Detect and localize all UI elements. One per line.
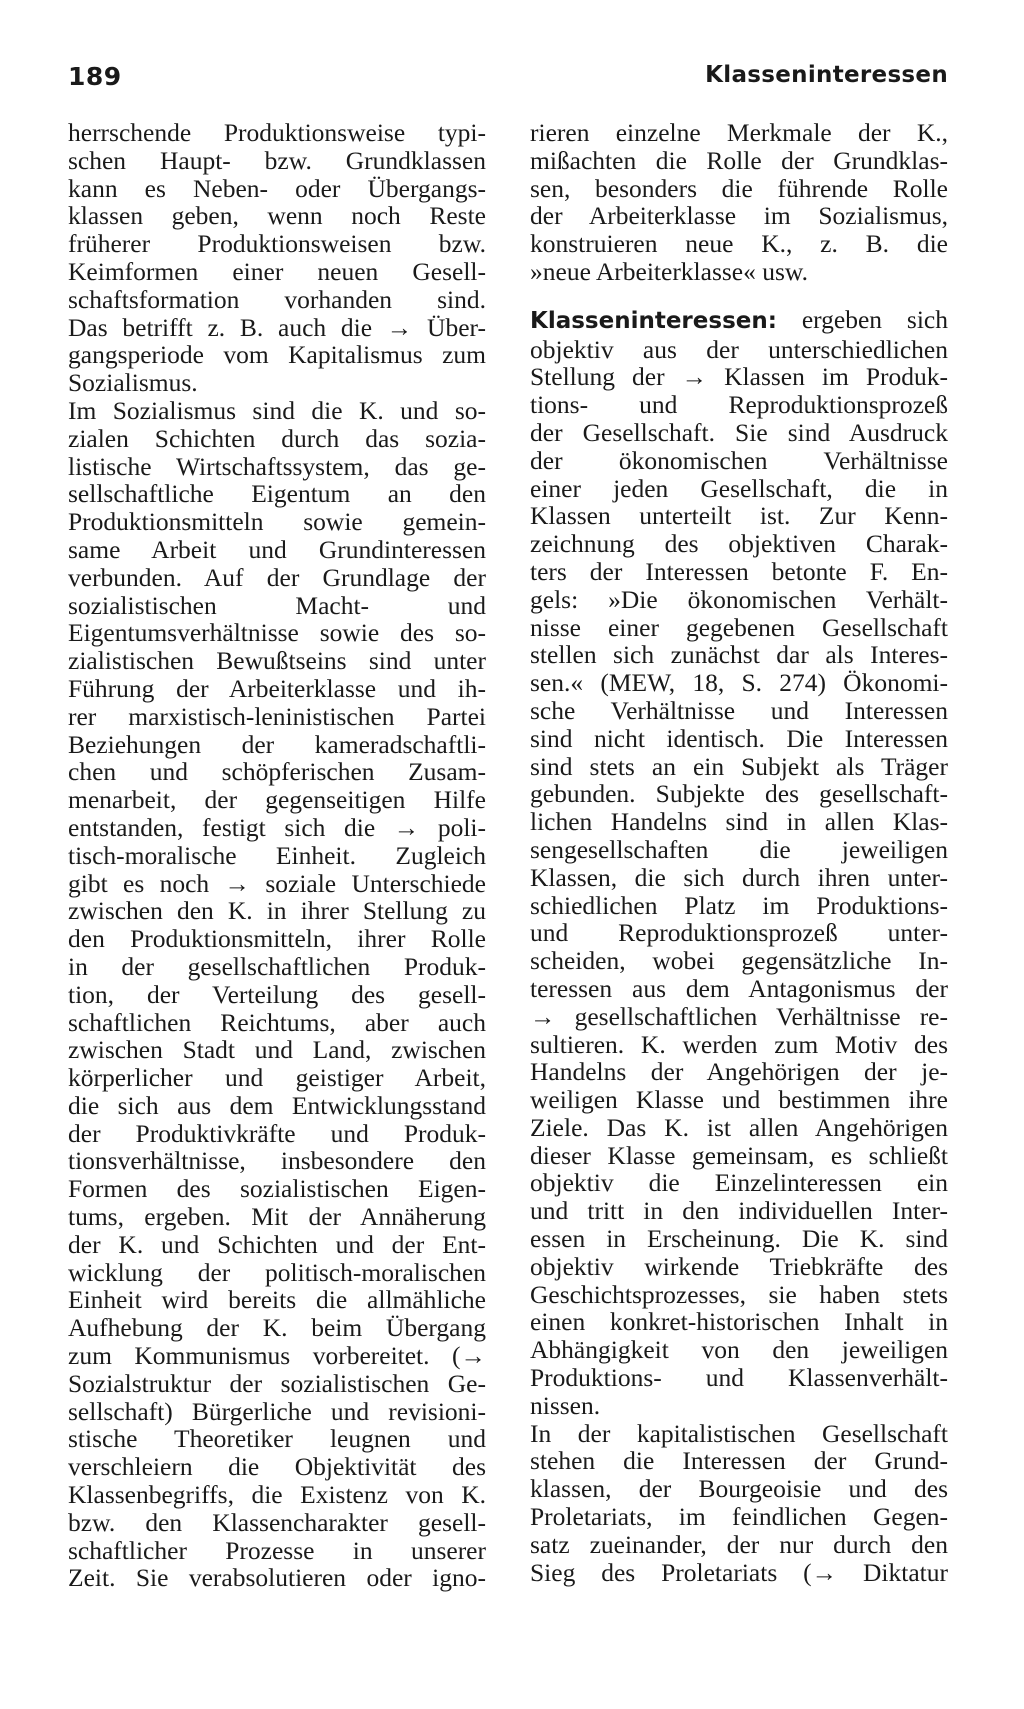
text-line: tums, ergeben. Mit der Annäherung — [68, 1202, 486, 1232]
text-line: Aufhebung der K. beim Übergang — [68, 1313, 486, 1343]
text-line: schen Haupt- bzw. Grundklassen — [68, 145, 486, 175]
text-line: sind nicht identisch. Die Interessen — [530, 723, 948, 753]
text-line: objektiv aus der unterschiedlichen — [530, 334, 948, 364]
text-line: Produktionsmitteln sowie gemein- — [68, 507, 486, 537]
text-line: körperlicher und geistiger Arbeit, — [68, 1063, 486, 1093]
entry-first-line — [530, 306, 948, 336]
text-line: menarbeit, der gegenseitigen Hilfe — [68, 785, 486, 815]
text-line: zeichnung des objektiven Charak- — [530, 529, 948, 559]
text-line: satz zueinander, der nur durch den — [530, 1529, 948, 1559]
text-line: schaftsformation vorhanden sind. — [68, 284, 486, 314]
text-line: bzw. den Klassencharakter gesell- — [68, 1507, 486, 1537]
text-line: dieser Klasse gemeinsam, es schließt — [530, 1140, 948, 1170]
text-line: stische Theoretiker leugnen und — [68, 1424, 486, 1454]
text-line: stehen die Interessen der Grund- — [530, 1446, 948, 1476]
text-line: Produktions- und Klassenverhält- — [530, 1363, 948, 1393]
text-line: entstanden, festigt sich die → poli- — [68, 812, 486, 842]
text-line: der Produktivkräfte und Produk- — [68, 1118, 486, 1148]
text-line: gibt es noch → soziale Unterschiede — [68, 868, 486, 898]
text-line: gebunden. Subjekte des gesellschaft- — [530, 779, 948, 809]
text-line: scheiden, wobei gegensätzliche In- — [530, 946, 948, 976]
entry-headword: Klasseninteressen: — [530, 307, 777, 334]
text-line: den Produktionsmitteln, ihrer Rolle — [68, 924, 486, 954]
text-line: Sozialstruktur der sozialistischen Ge- — [68, 1368, 486, 1398]
paragraph — [530, 119, 948, 286]
dictionary-entry — [530, 306, 948, 1420]
text-line: Zeit. Sie verabsolutieren oder igno- — [68, 1563, 486, 1593]
text-line: Führung der Arbeiterklasse und ih- — [68, 673, 486, 703]
text-line: schaftlicher Prozesse in unserer — [68, 1535, 486, 1565]
text-line: tionsverhältnisse, insbesondere den — [68, 1146, 486, 1176]
text-line: essen in Erscheinung. Die K. sind — [530, 1224, 948, 1254]
text-line: nisse einer gegebenen Gesellschaft — [530, 612, 948, 642]
text-line: lichen Handelns sind in allen Klas- — [530, 807, 948, 837]
text-line: sengesellschaften die jeweiligen — [530, 834, 948, 864]
text-line: Handelns der Angehörigen der je- — [530, 1057, 948, 1087]
text-line: kann es Neben- oder Übergangs- — [68, 173, 486, 203]
text-line: tion, der Verteilung des gesell- — [68, 979, 486, 1009]
text-line: früherer Produktionsweisen bzw. — [68, 229, 486, 259]
text-line: objektiv die Einzelinteressen ein — [530, 1168, 948, 1198]
text-line: sind stets an ein Subjekt als Träger — [530, 751, 948, 781]
text-line: zwischen Stadt und Land, zwischen — [68, 1035, 486, 1065]
left-column — [68, 119, 486, 1592]
text-line: konstruieren neue K., z. B. die — [530, 229, 948, 259]
text-line: der Gesellschaft. Sie sind Ausdruck — [530, 417, 948, 447]
paragraph — [68, 119, 486, 1592]
text-line: Das betrifft z. B. auch die → Über- — [68, 312, 486, 342]
text-line: In der kapitalistischen Gesellschaft — [530, 1418, 948, 1448]
text-line: Keimformen einer neuen Gesell- — [68, 256, 486, 286]
text-line: »neue Arbeiterklasse« usw. — [530, 256, 809, 286]
text-line: der Arbeiterklasse im Sozialismus, — [530, 201, 948, 231]
text-line: sche Verhältnisse und Interessen — [530, 695, 948, 725]
text-line: die sich aus dem Entwicklungsstand — [68, 1090, 486, 1120]
text-line: teressen aus dem Antagonismus der — [530, 973, 948, 1003]
text-line: rer marxistisch-leninistischen Partei — [68, 701, 486, 731]
text-line: Stellung der → Klassen im Produk- — [530, 362, 948, 392]
text-line: Im Sozialismus sind die K. und so- — [68, 395, 486, 425]
text-line: gels: »Die ökonomischen Verhält- — [530, 584, 948, 614]
text-line: weiligen Klasse und bestimmen ihre — [530, 1085, 948, 1115]
text-line: der ökonomischen Verhältnisse — [530, 445, 948, 475]
text-line: schiedlichen Platz im Produktions- — [530, 890, 948, 920]
text-line: Klassen, die sich durch ihren unter- — [530, 862, 948, 892]
text-line: Beziehungen der kameradschaftli- — [68, 729, 486, 759]
text-line: ters der Interessen betonte F. En- — [530, 556, 948, 586]
text-line: sellschaftliche Eigentum an den — [68, 479, 486, 509]
text-line: zialen Schichten durch das sozia- — [68, 423, 486, 453]
text-line: nissen. — [530, 1390, 601, 1420]
text-line: Formen des sozialistischen Eigen- — [68, 1174, 486, 1204]
text-line: rieren einzelne Merkmale der K., — [530, 118, 948, 147]
text-line: und tritt in den individuellen Inter- — [530, 1196, 948, 1226]
text-line: der K. und Schichten und der Ent- — [68, 1229, 486, 1259]
running-head: Klasseninteressen — [705, 62, 948, 88]
text-line: klassen geben, wenn noch Reste — [68, 201, 486, 231]
text-line: mißachten die Rolle der Grundklas- — [530, 145, 948, 175]
text-line: sultieren. K. werden zum Motiv des — [530, 1029, 948, 1059]
text-line: same Arbeit und Grundinteressen — [68, 534, 486, 564]
text-line: zialistischen Bewußtseins sind unter — [68, 646, 486, 676]
text-line: Sieg des Proletariats (→ Diktatur — [530, 1557, 948, 1587]
text-line: Proletariats, im feindlichen Gegen- — [530, 1502, 948, 1532]
text-line: Eigentumsverhältnisse sowie des so- — [68, 618, 486, 648]
page-number: 189 — [68, 62, 122, 91]
text-line: objektiv wirkende Triebkräfte des — [530, 1251, 948, 1281]
text-line: gangsperiode vom Kapitalismus zum — [68, 340, 486, 370]
right-column — [530, 119, 948, 1586]
text-line: → gesellschaftlichen Verhältnisse re- — [530, 1001, 948, 1031]
text-line: chen und schöpferischen Zusam- — [68, 757, 486, 787]
text-line: listische Wirtschaftssystem, das ge- — [68, 451, 486, 481]
text-line: zum Kommunismus vorbereitet. (→ — [68, 1341, 486, 1371]
text-line: zwischen den K. in ihrer Stellung zu — [68, 896, 486, 926]
text-line: herrschende Produktionsweise typi- — [68, 118, 486, 147]
text-line: klassen, der Bourgeoisie und des — [530, 1474, 948, 1504]
text-line: Einheit wird bereits die allmähliche — [68, 1285, 486, 1315]
text-line: wicklung der politisch-moralischen — [68, 1257, 486, 1287]
text-line: einen konkret-historischen Inhalt in — [530, 1307, 948, 1337]
text-line: Klassen unterteilt ist. Zur Kenn- — [530, 501, 948, 531]
text-line: Sozialismus. — [68, 368, 198, 398]
text-line: Geschichtsprozesses, sie haben stets — [530, 1279, 948, 1309]
text-line: sen.« (MEW, 18, S. 274) Ökonomi- — [530, 668, 948, 698]
text-line: Abhängigkeit von den jeweiligen — [530, 1335, 948, 1365]
text-line: Klassenbegriffs, die Existenz von K. — [68, 1480, 486, 1510]
text-line: und Reproduktionsprozeß unter- — [530, 918, 948, 948]
text-line: Ziele. Das K. ist allen Angehörigen — [530, 1112, 948, 1142]
text-line: sozialistischen Macht- und — [68, 590, 486, 620]
text-line: sen, besonders die führende Rolle — [530, 173, 948, 203]
paragraph — [530, 1420, 948, 1587]
text-line: einer jeden Gesellschaft, die in — [530, 473, 948, 503]
text-line: sellschaft) Bürgerliche und revisioni- — [68, 1396, 486, 1426]
text-line: tions- und Reproduktionsprozeß — [530, 390, 948, 420]
text-line: verschleiern die Objektivität des — [68, 1452, 486, 1482]
text-line: tisch-moralische Einheit. Zugleich — [68, 840, 486, 870]
text-line: in der gesellschaftlichen Produk- — [68, 951, 486, 981]
text-line: ergeben sich — [776, 304, 948, 334]
text-line: verbunden. Auf der Grundlage der — [68, 562, 486, 592]
text-line: stellen sich zunächst dar als Interes- — [530, 640, 948, 670]
text-line: schaftlichen Reichtums, aber auch — [68, 1007, 486, 1037]
page-header — [68, 62, 948, 98]
